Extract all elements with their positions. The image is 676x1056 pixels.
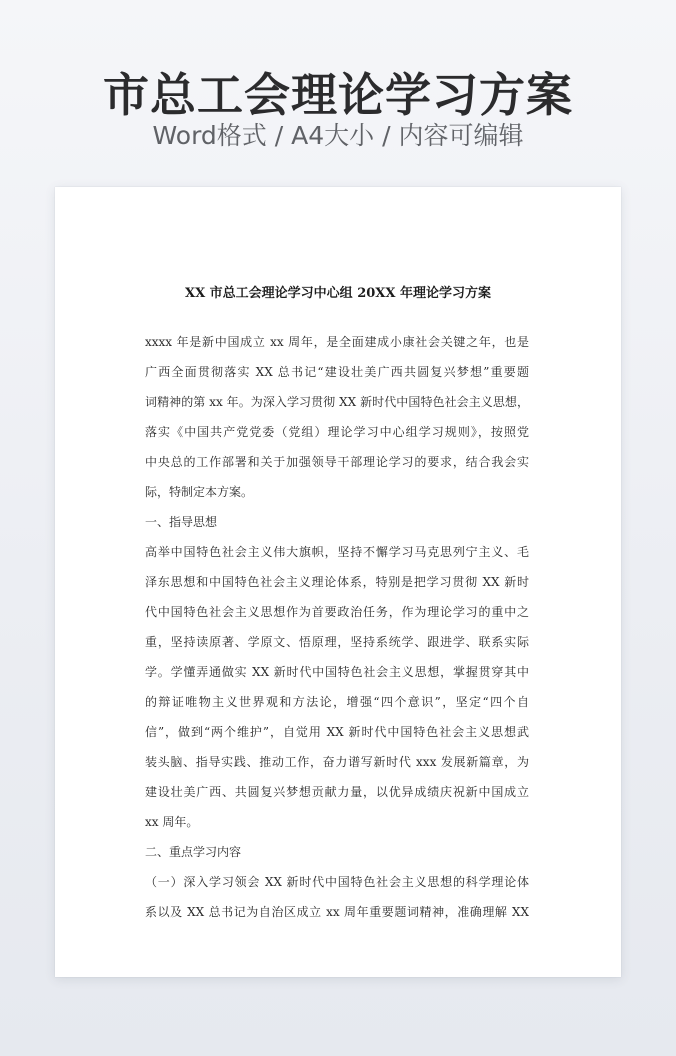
document-heading: XX 市总工会理论学习中心组 20XX 年理论学习方案: [184, 286, 491, 301]
document-line: 二、重点学习内容: [145, 845, 242, 859]
document-line: 装头脑、指导实践、推动工作，奋力谱写新时代 xxx 发展新篇章，为: [145, 755, 529, 769]
document-line: 建设壮美广西、共圆复兴梦想贡献力量，以优异成绩庆祝新中国成立: [145, 785, 529, 799]
document-line: 高举中国特色社会主义伟大旗帜，坚持不懈学习马克思列宁主义、毛: [145, 545, 529, 559]
document-line: 际，特制定本方案。: [145, 485, 254, 499]
document-line: 中央总的工作部署和关于加强领导干部理论学习的要求，结合我会实: [145, 455, 529, 469]
document-line: 的辩证唯物主义世界观和方法论，增强“四个意识”，坚定“四个自: [145, 695, 529, 709]
document-line: xxxx 年是新中国成立 xx 周年，是全面建成小康社会关键之年，也是: [145, 335, 529, 349]
document-line: 系以及 XX 总书记为自治区成立 xx 周年重要题词精神，准确理解 XX: [145, 905, 529, 919]
document-line: 信”，做到“两个维护”，自觉用 XX 新时代中国特色社会主义思想武: [145, 725, 529, 739]
document-line: （一）深入学习领会 XX 新时代中国特色社会主义思想的科学理论体: [145, 875, 529, 889]
document-line: 广西全面贯彻落实 XX 总书记“建设壮美广西共圆复兴梦想”重要题: [145, 365, 529, 379]
document-line: xx 周年。: [145, 815, 199, 829]
document-page: [55, 187, 621, 977]
banner-title: 市总工会理论学习方案: [103, 68, 573, 122]
document-line: 代中国特色社会主义思想作为首要政治任务，作为理论学习的重中之: [145, 605, 529, 619]
document-line: 落实《中国共产党党委（党组）理论学习中心组学习规则》，按照党: [145, 425, 529, 439]
document-line: 重，坚持读原著、学原文、悟原理，坚持系统学、跟进学、联系实际: [145, 635, 529, 649]
document-line: 一、指导思想: [145, 515, 218, 529]
document-line: 词精神的第 xx 年。为深入学习贯彻 XX 新时代中国特色社会主义思想，: [145, 395, 529, 409]
document-body: [145, 327, 529, 927]
document-line: 泽东思想和中国特色社会主义理论体系，特别是把学习贯彻 XX 新时: [145, 575, 529, 589]
banner-subtitle: Word格式 / A4大小 / 内容可编辑: [152, 121, 524, 150]
document-line: 学。学懂弄通做实 XX 新时代中国特色社会主义思想，掌握贯穿其中: [145, 665, 529, 679]
